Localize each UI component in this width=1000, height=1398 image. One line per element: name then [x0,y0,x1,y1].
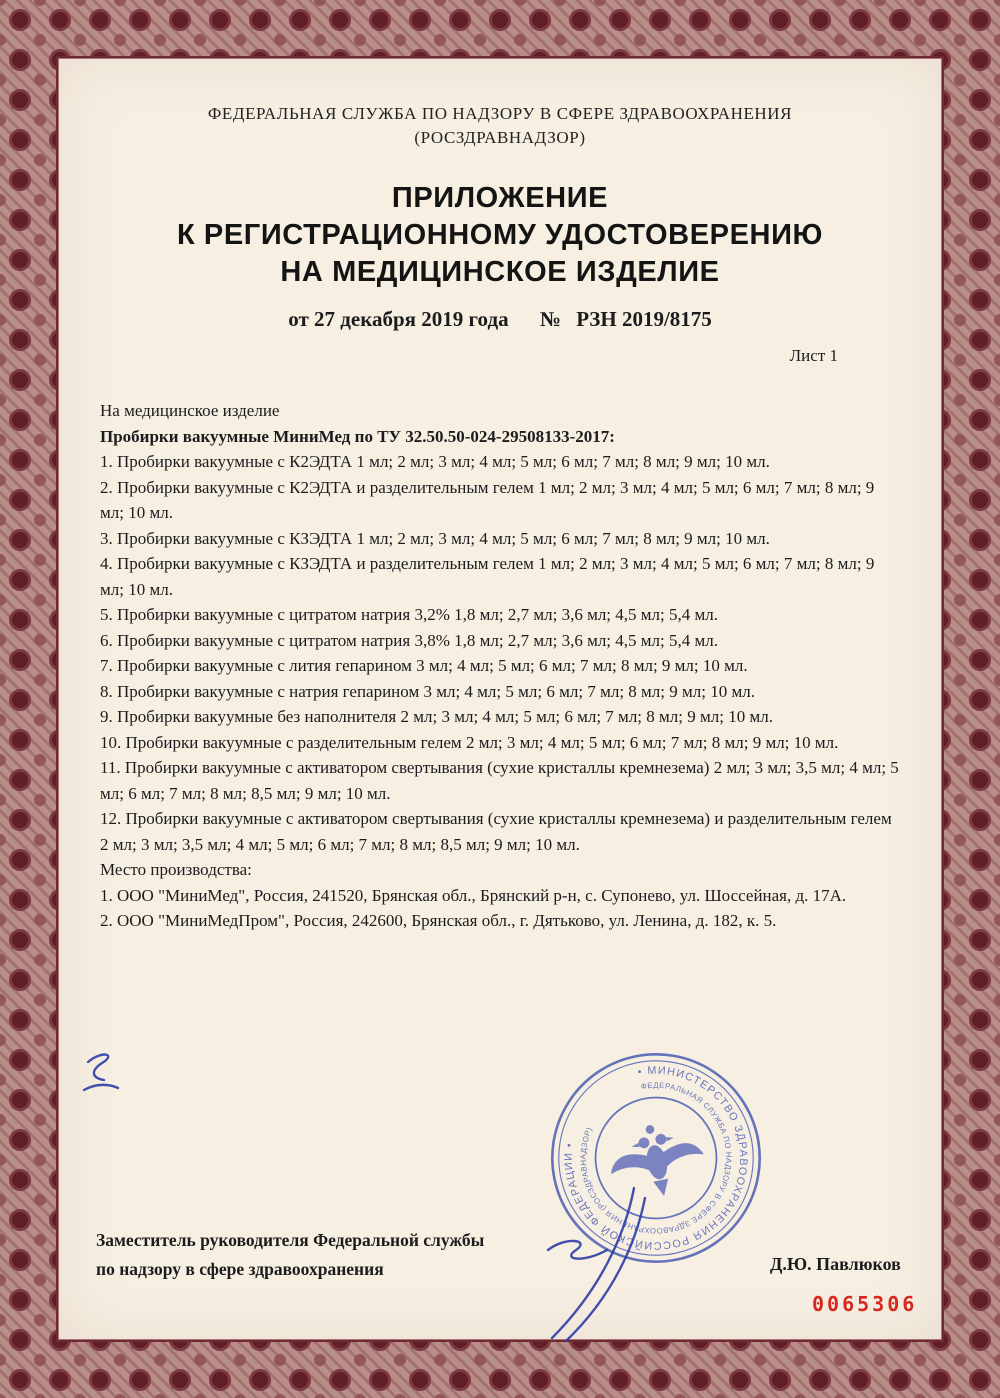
device-intro: На медицинское изделие [100,401,280,420]
product-item: 8. Пробирки вакуумные с натрия гепарином 3 мл; 4 мл; 5 мл; 6 мл; 7 мл; 8 мл; 9 мл; 10 мл. [100,681,755,701]
stamp-outer-text: • МИНИСТЕРСТВО ЗДРАВООХРАНЕНИЯ РОССИЙСКОЙ ФЕДЕРАЦИИ • [562,1064,750,1252]
date-prefix: от [288,307,309,331]
production-sites-label: Место производства: [100,860,252,879]
signature-stroke [566,1198,645,1341]
product-item: 2. Пробирки вакуумные с К2ЭДТА и разделительным гелем 1 мл; 2 мл; 3 мл; 4 мл; 5 мл; 6 мл; 7 мл; 8 мл; 9 мл; 10 мл. [100,477,875,522]
product-item: 3. Пробирки вакуумные с КЗЭДТА 1 мл; 2 мл; 3 мл; 4 мл; 5 мл; 6 мл; 7 мл; 8 мл; 9 мл; 10 мл. [100,528,770,548]
signer-title-line2: по надзору в сфере здравоохранения [96,1259,384,1279]
registration-number: РЗН 2019/8175 [576,307,712,331]
signer-title-line1: Заместитель руководителя Федеральной службы [96,1230,485,1250]
product-item: 7. Пробирки вакуумные с лития гепарином 3 мл; 4 мл; 5 мл; 6 мл; 7 мл; 8 мл; 9 мл; 10 мл. [100,656,748,675]
issue-date: 27 декабря 2019 года [314,307,509,331]
signer-title [96,1226,484,1284]
product-item: 10. Пробирки вакуумные с разделительным гелем 2 мл; 3 мл; 4 мл; 5 мл; 6 мл; 7 мл; 8 мл; 9 мл; 10 мл. [100,732,839,752]
agency-name: ФЕДЕРАЛЬНАЯ СЛУЖБА ПО НАДЗОРУ В СФЕРЕ ЗДРАВООХРАНЕНИЯ [207,104,793,123]
product-item: 1. Пробирки вакуумные с К2ЭДТА 1 мл; 2 мл; 3 мл; 4 мл; 5 мл; 6 мл; 7 мл; 8 мл; 9 мл; 10 мл. [100,452,770,471]
product-item: 9. Пробирки вакуумные без наполнителя 2 мл; 3 мл; 4 мл; 5 мл; 6 мл; 7 мл; 8 мл; 9 мл; 10 мл. [100,707,773,726]
product-item: 5. Пробирки вакуумные с цитратом натрия 3,2% 1,8 мл; 2,7 мл; 3,6 мл; 4,5 мл; 5,4 мл. [100,605,718,624]
number-sign: № [539,307,561,331]
serial-number: 0065306 [812,1292,918,1316]
product-item: 12. Пробирки вакуумные с активатором свертывания (сухие кристаллы кремнезема) и разделительным гелем 2 мл; 3 мл; 3,5 мл; 4 мл; 5 мл; 6 мл; 7 мл; 8 мл; 8,5 мл; 9 мл; 10 мл. [100,809,892,854]
product-title: Пробирки вакуумные МиниМед по ТУ 32.50.50-024-29508133-2017: [100,426,615,446]
document-title-line2: К РЕГИСТРАЦИОННОМУ УДОСТОВЕРЕНИЮ [176,219,824,251]
stamp-inner-text: ФЕДЕРАЛЬНАЯ СЛУЖБА ПО НАДЗОРУ В СФЕРЕ ЗДРАВООХРАНЕНИЯ (РОСЗДРАВНАДЗОР) [578,1080,734,1236]
signer-name: Д.Ю. Павлюков [770,1254,901,1274]
signature-stroke [548,1241,607,1259]
document-title-line1: ПРИЛОЖЕНИЕ [391,182,609,214]
product-item: 6. Пробирки вакуумные с цитратом натрия 3,8% 1,8 мл; 2,7 мл; 3,6 мл; 4,5 мл; 5,4 мл. [100,630,718,650]
production-site: 2. ООО "МиниМедПром", Россия, 242600, Брянская обл., г. Дятьково, ул. Ленина, д. 182, к. 5. [100,911,777,930]
pen-mark-icon [84,1055,118,1090]
product-item: 11. Пробирки вакуумные с активатором свертывания (сухие кристаллы кремнезема) 2 мл; 3 мл; 3,5 мл; 4 мл; 5 мл; 6 мл; 7 мл; 8 мл; 8,5 мл; 9 мл; 10 мл. [100,758,899,803]
agency-short-name: (РОСЗДРАВНАДЗОР) [414,128,586,147]
production-site: 1. ООО "МиниМед", Россия, 241520, Брянская обл., Брянский р-н, с. Супонево, ул. Шоссейная, д. 17А. [100,885,847,905]
sheet-number: Лист 1 [789,346,838,365]
document-title-line3: НА МЕДИЦИНСКОЕ ИЗДЕЛИЕ [280,256,720,288]
product-item: 4. Пробирки вакуумные с КЗЭДТА и разделительным гелем 1 мл; 2 мл; 3 мл; 4 мл; 5 мл; 6 мл; 7 мл; 8 мл; 9 мл; 10 мл. [100,554,875,599]
